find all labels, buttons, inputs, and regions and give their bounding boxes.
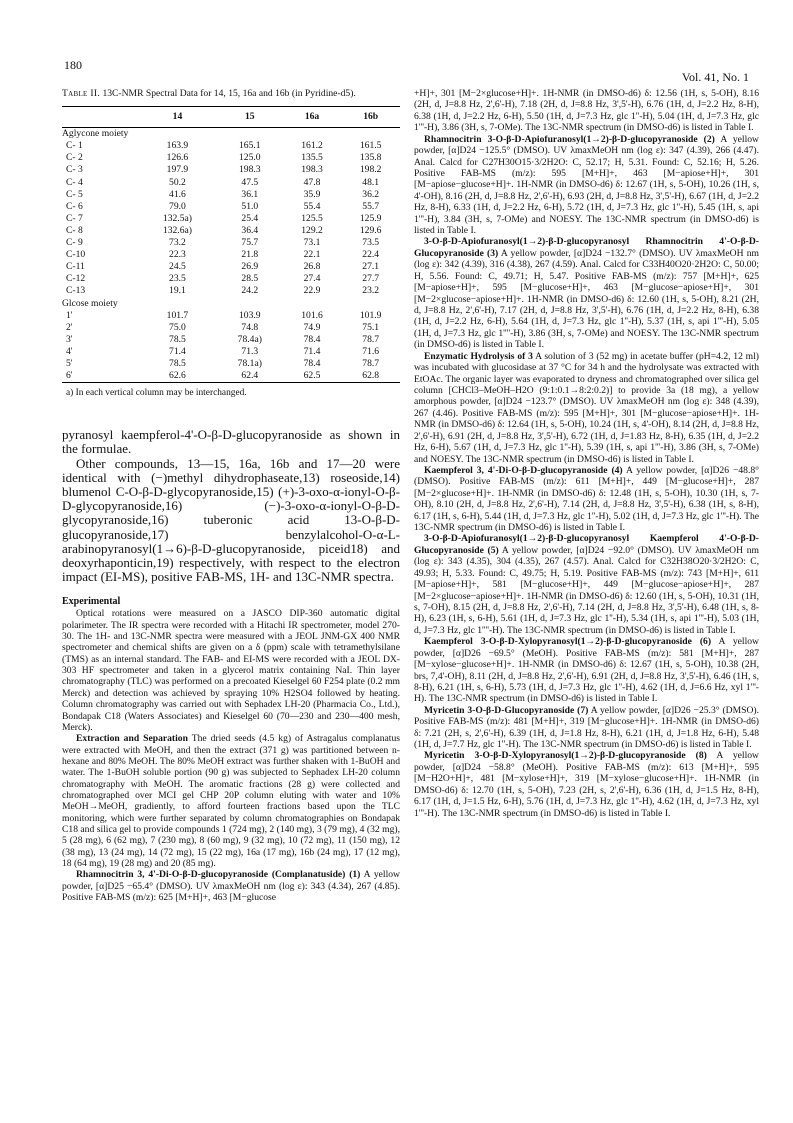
page-number: 180 bbox=[64, 58, 82, 72]
table-group-title: Aglycone moiety bbox=[62, 128, 129, 140]
table-cell: 129.2 bbox=[301, 224, 323, 236]
table-cell: 23.2 bbox=[362, 285, 380, 297]
table-row bbox=[62, 152, 400, 164]
table-cell: 78.7 bbox=[362, 333, 380, 345]
paragraph-heading: 3-O-β-D-Apiofuranosyl(1→2)-β-D-glucopyranosyl Rhamnocitrin 4'-O-β-D-Glucopyranoside (3) bbox=[414, 236, 759, 259]
body-paragraph bbox=[414, 705, 759, 751]
right-column bbox=[414, 88, 759, 819]
table-cell: 161.2 bbox=[301, 140, 323, 152]
table-cell: 24.5 bbox=[169, 261, 186, 273]
paragraph-heading: Rhamnocitrin 3-O-β-D-Apiofuranosyl(1→2)-β-D-glucopyranoside (2) bbox=[424, 133, 715, 145]
table-cell: 27.1 bbox=[362, 261, 380, 273]
paragraph-text: A solution of 3 (52 mg) in acetate buffer (pH=4.2, 12 ml) was incubated with glucosidase at 37 °C for 34 h and the hydrolysate was extracted with EtOAc. The organic layer was evaporated to dryness and chromatographed over silica gel column [CHCl3–MeOH–H2O (9:1:0.1→8:2:0.2)] to provide 3a (18 mg), a yellow amorphous powder, [α]D24 −123.7° (DMSO). UV λmaxMeOH nm (log ε): 348 (4.39), 267 (4.46). Positive FAB-MS (m/z): 595 [M+H]+, 301 [M−glucose−apiose+H]+. 1H-NMR (in DMSO-d6) δ: 12.64 (1H, s, 5-OH), 10.24 (1H, s, 4'-OH), 8.14 (2H, d, J=8.8 Hz, 2',6'-H), 6.91 (2H, d, J=8.8 Hz, 3',5'-H), 6.72 (1H, d, J=1.83 Hz, 8-H), 6.35 (1H, d, J=2.2 Hz, 6-H), 5.67 (1H, d, J=7.3 Hz, glc 1''-H), 5.39 (1H, s, api 1'''-H), 3.86 (3H, s, 7-OMe) and NOESY. The 13C-NMR spectrum (in DMSO-d6) is listed in Table I. bbox=[414, 350, 759, 465]
table-cell: 50.2 bbox=[169, 176, 186, 188]
table-row bbox=[62, 164, 400, 176]
body-paragraph: Optical rotations were measured on a JASCO DIP-360 automatic digital polarimeter. The IR spectra were recorded with a Hitachi IR spectrometer, model 270-30. The 1H- and 13C-NMR spectra were measured with a JEOL JNM-GX 400 NMR spectrometer and chemical shifts are given on a δ (ppm) scale with tetramethylsilane (TMS) as an internal standard. The FAB- and EI-MS were recorded with a JEOL DX-303 HF spectrometer and taken in a glycerol matrix containing NaI. Thin layer chromatography (TLC) was performed on a precoated Kieselgel 60 F254 plate (0.2 mm Merck) and detection was achieved by spraying 10% H2SO4 followed by heating. Column chromatography was carried out with Sephadex LH-20 (Pharmacia Co., Ltd.), Bondapak C18 (Waters Associates) and Kieselgel 60 (70—230 and 230—400 mesh, Merck). bbox=[62, 608, 400, 733]
table-cell: 78.4 bbox=[303, 357, 321, 369]
table-cell: 36.4 bbox=[241, 224, 259, 236]
table-cell: 103.9 bbox=[239, 309, 261, 321]
table-row-label: C-13 bbox=[66, 285, 86, 297]
table-header-row bbox=[62, 107, 400, 128]
discussion-text bbox=[62, 428, 400, 584]
nmr-table bbox=[62, 106, 400, 383]
table-cell: 47.5 bbox=[241, 176, 259, 188]
paragraph-heading: Kaempferol 3, 4'-Di-O-β-D-glucopyranoside (4) bbox=[424, 464, 623, 476]
table-cell: 198.3 bbox=[239, 164, 261, 176]
table-cell: 41.6 bbox=[169, 188, 186, 200]
table-cell: 74.8 bbox=[241, 321, 259, 333]
table-cell: 71.6 bbox=[362, 345, 380, 357]
table-header-cell: 16a bbox=[283, 107, 342, 128]
table-row-label: C-11 bbox=[66, 261, 85, 273]
table-cell: 23.5 bbox=[169, 273, 186, 285]
table-row-label: C- 8 bbox=[66, 224, 83, 236]
paragraph-heading: Kaempferol 3-O-β-D-Xylopyranosyl(1→2)-β-D-glucopyranoside (6) bbox=[424, 636, 712, 648]
table-cell: 27.4 bbox=[303, 273, 321, 285]
table-cell: 101.7 bbox=[166, 309, 189, 321]
table-row-label: C- 1 bbox=[66, 140, 83, 152]
table-row bbox=[62, 261, 400, 273]
table-row-label: C-12 bbox=[66, 273, 86, 285]
table-row-label: C- 6 bbox=[66, 200, 83, 212]
table-cell: 73.1 bbox=[303, 237, 321, 249]
table-cell: 21.8 bbox=[241, 249, 259, 261]
table-cell: 125.5 bbox=[301, 212, 323, 224]
table-footnote: a) In each vertical column may be interchanged. bbox=[66, 388, 247, 399]
paragraph-heading: Myricetin 3-O-β-D-Xylopyranosyl(1→2)-β-D-glucopyranoside (8) bbox=[424, 750, 707, 762]
table-row-label: C- 4 bbox=[66, 176, 83, 188]
table-cell: 36.2 bbox=[362, 188, 380, 200]
table-cell: 198.3 bbox=[301, 164, 323, 176]
body-paragraph bbox=[62, 733, 400, 869]
table-cell: 28.5 bbox=[241, 273, 259, 285]
table-row-label: 3' bbox=[66, 333, 73, 345]
table-row-label: 5' bbox=[66, 357, 73, 369]
table-row-label: C- 5 bbox=[66, 188, 83, 200]
section-heading: Experimental bbox=[62, 596, 121, 608]
paragraph-text: A yellow powder, [α]D24 −132.7° (DMSO). UV λmaxMeOH nm (log ε): 342 (4.39), 316 (4.38), 267 (4.59). Anal. Calcd for C33H40O20·2H2O: C, 50.00; H, 5.56. Found: C, 49.71; H, 5.47. Positive FAB-MS (m/z): 757 [M+H]+, 625 [M−apiose+H]+, 595 [M−glucose+H]+, 463 [M−glucose−apiose+H]+, 301 [M−2×glucose−apiose+H]+. 1H-NMR (in DMSO-d6) δ: 12.60 (1H, s, 5-OH), 8.21 (2H, d, J=8.8 Hz, 2',6'-H), 7.17 (2H, d, J=8.8 Hz, 3',5'-H), 6.76 (1H, d, J=2.2 Hz, 8-H), 6.38 (1H, d, J=2.2 Hz, 6-H), 5.64 (1H, d, J=7.3 Hz, glc 1''-H), 5.37 (1H, s, api 1'''-H), 5.05 (1H, d, J=7.3 Hz, glc 1''''-H), 3.86 (3H, s, 7-OMe) and NOESY. The 13C-NMR spectrum (in DMSO-d6) is listed in Table I. bbox=[414, 247, 759, 351]
table-cell: 22.3 bbox=[169, 249, 186, 261]
table-cell: 62.8 bbox=[341, 370, 400, 383]
paragraph-text: A yellow powder, [α]D26 −69.5° (MeOH). Positive FAB-MS (m/z): 581 [M+H]+, 287 [M−xylose−glucose+H]+. 1H-NMR (in DMSO-d6) δ: 12.67 (1H, s, 5-OH), 10.38 (2H, brs, 7,4'-OH), 8.11 (2H, d, J=8.8 Hz, 2',6'-H), 6.91 (2H, d, J=8.8 Hz, 3',5'-H), 6.46 (1H, s, 8-H), 6.21 (1H, s, 6-H), 5.73 (1H, d, J=7.3 Hz, glc 1''-H), 4.62 (1H, d, J=6.6 Hz, xyl 1'''-H). The 13C-NMR spectrum (in DMSO-d6) is listed in Table I. bbox=[414, 636, 759, 705]
table-body bbox=[62, 128, 400, 383]
left-column bbox=[62, 88, 400, 903]
table-row bbox=[62, 310, 400, 322]
table-row bbox=[62, 225, 400, 237]
table-cell: 78.5 bbox=[169, 357, 186, 369]
paragraph-heading: Enzymatic Hydrolysis of 3 bbox=[424, 350, 533, 362]
paragraph-text: A yellow powder, [α]D24 −92.0° (DMSO). UV λmaxMeOH nm (log ε): 343 (4.35), 304 (4.35), 267 (4.57). Anal. Calcd for C32H38O20·3/2H2O: C, 49.93; H, 5.33. Found: C, 49.75; H, 5.19. Positive FAB-MS (m/z): 743 [M+H]+, 611 [M−apiose+H]+, 581 [M−glucose+H]+, 449 [M−glucose−apiose+H]+, 287 [M−2×glucose−apiose+H]+. 1H-NMR (in DMSO-d6) δ: 12.60 (1H, s, 5-OH), 10.31 (1H, s, 7-OH), 8.15 (2H, d, J=8.8 Hz, 2',6'-H), 7.14 (2H, d, J=8.8 Hz, 3',5'-H), 6.48 (1H, s, 8-H), 6.23 (1H, s, 6-H), 5.61 (1H, d, J=7.3 Hz, glc 1''-H), 5.34 (1H, s, api 1'''-H), 5.03 (1H, d, J=7.3 Hz, glc 1''''-H). The 13C-NMR spectrum (in DMSO-d6) is listed in Table I. bbox=[414, 544, 759, 636]
table-cell: 48.1 bbox=[362, 176, 380, 188]
table-cell: 78.1a) bbox=[237, 357, 262, 369]
body-paragraph bbox=[414, 351, 759, 465]
paragraph-text: A yellow powder, [α]D26 −48.8° (DMSO). Positive FAB-MS (m/z): 611 [M+H]+, 449 [M−glucose+H]+, 287 [M−2×glucose+H]+. 1H-NMR (in DMSO-d6) δ: 12.48 (1H, s, 5-OH), 10.30 (1H, s, 7-OH), 8.10 (2H, d, J=8.8 Hz, 2',6'-H), 7.14 (2H, d, J=8.8 Hz, 3',5'-H), 6.38 (1H, s, 8-H), 6.17 (1H, s, 6-H), 5.44 (1H, d, J=7.3 Hz, glc 1''-H), 5.02 (1H, d, J=7.3 Hz, glc 1'''-H). The 13C-NMR spectrum (in DMSO-d6) is listed in Table I. bbox=[414, 464, 759, 534]
table-group-title: Glcose moiety bbox=[62, 297, 118, 309]
table-cell: 26.9 bbox=[241, 261, 259, 273]
table-cell: 22.9 bbox=[303, 285, 321, 297]
paragraph-text: A yellow powder, [α]D24 −58.8° (MeOH). Positive FAB-MS (m/z): 613 [M+H]+, 595 [M−H2O+H]+, 481 [M−xylose+H]+, 319 [M−xylose−glucose+H]+. 1H-NMR (in DMSO-d6) δ: 12.70 (1H, s, 5-OH), 7.23 (2H, s, 2',6'-H), 6.36 (1H, d, J=1.5 Hz, 8-H), 6.17 (1H, d, J=1.5 Hz, 6-H), 5.76 (1H, d, J=7.3 Hz, glc 1''-H), 4.62 (1H, d, J=7.3 Hz, xyl 1'''-H). The 13C-NMR spectrum (in DMSO-d6) is listed in Table I. bbox=[414, 750, 759, 819]
table-row-label: 1' bbox=[66, 309, 73, 321]
table-caption-text: 13C-NMR Spectral Data for 14, 15, 16a and 16b (in Pyridine-d5). bbox=[102, 88, 356, 99]
paragraph-text: A yellow powder, [α]D24 −125.5° (DMSO). UV λmaxMeOH nm (log ε): 347 (4.39), 266 (4.47). Anal. Calcd for C27H30O15·3/2H2O: C, 52.17; H, 5.31. Found: C, 52.16; H, 5.26. Positive FAB-MS (m/z): 595 [M+H]+, 463 [M−apiose+H]+, 301 [M−apiose−glucose+H]+. 1H-NMR (in DMSO-d6) δ: 12.67 (1H, s, 5-OH), 10.26 (1H, s, 4'-OH), 8.16 (2H, d, J=8.8 Hz, 2',6'-H), 6.93 (2H, d, J=8.8 Hz, 3',5'-H), 6.67 (1H, d, J=2.2 Hz, 8-H), 6.33 (1H, d, J=2.2 Hz, 6-H), 5.72 (1H, d, J=7.3 Hz, glc 1''-H), 5.45 (1H, s, api 1'''-H), 3.84 (3H, s, 7-OMe) and NOESY. The 13C-NMR spectrum (in DMSO-d6) is listed in Table I. bbox=[414, 133, 759, 237]
table-cell: 163.9 bbox=[166, 140, 189, 152]
experimental-text bbox=[62, 608, 400, 903]
table-row bbox=[62, 213, 400, 225]
table-cell: 79.0 bbox=[169, 200, 186, 212]
table-cell: 135.5 bbox=[301, 152, 323, 164]
table-cell: 62.5 bbox=[283, 370, 342, 383]
table-caption bbox=[62, 88, 400, 100]
table-cell: 73.2 bbox=[169, 237, 186, 249]
table-cell: 27.7 bbox=[362, 273, 380, 285]
paragraph-heading: Extraction and Separation bbox=[76, 733, 188, 745]
table-group-row bbox=[62, 298, 400, 310]
body-paragraph bbox=[414, 750, 759, 819]
table-cell: 62.6 bbox=[138, 370, 217, 383]
body-paragraph bbox=[62, 869, 400, 903]
table-row bbox=[62, 249, 400, 261]
table-row bbox=[62, 334, 400, 346]
body-paragraph: +H]+, 301 [M−2×glucose+H]+. 1H-NMR (in DMSO-d6) δ: 12.56 (1H, s, 5-OH), 8.16 (2H, d, J=8.8 Hz, 2',6'-H), 7.18 (2H, d, J=8.8 Hz, 3',5'-H), 6.76 (1H, d, J=2.2 Hz, 8-H), 6.38 (1H, d, J=2.2 Hz, 6-H), 5.50 (1H, d, J=7.3 Hz, glc 1''-H), 5.04 (1H, d, J=7.3 Hz, glc 1'''-H), 3.86 (3H, s, 7-OMe). The 13C-NMR spectrum (in DMSO-d6) is listed in Table I. bbox=[414, 88, 759, 134]
table-row bbox=[62, 201, 400, 213]
table-cell: 51.0 bbox=[241, 200, 259, 212]
table-cell: 132.5a) bbox=[162, 212, 192, 224]
table-cell: 75.0 bbox=[169, 321, 186, 333]
journal-volume: Vol. 41, No. 1 bbox=[681, 70, 749, 84]
table-cell: 35.9 bbox=[303, 188, 321, 200]
table-cell: 71.4 bbox=[303, 345, 321, 357]
table-caption-label: Table II. bbox=[62, 88, 101, 99]
table-cell: 101.9 bbox=[359, 309, 382, 321]
table-row-label: C- 9 bbox=[66, 237, 83, 249]
table-row bbox=[62, 237, 400, 249]
table-cell: 165.1 bbox=[239, 140, 261, 152]
table-cell: 74.9 bbox=[303, 321, 321, 333]
paragraph-text: The dried seeds (4.5 kg) of Astragalus complanatus were extracted with MeOH, and then the extract (371 g) was partitioned between n-hexane and 80% MeOH. The 80% MeOH extract was further shaken with 1-BuOH and water. The 1-BuOH soluble portion (90 g) was subjected to Sephadex LH-20 column chromatography with MeOH. The aromatic fractions (28 g) were collected and chromatographed over MCI gel CHP 20P column eluting with water and 10% MeOH→MeOH, gradiently, to afford fourteen fractions based upon the TLC monitoring, which were further separated by column chromatographies on Bondapak C18 and silica gel to provide compounds 1 (724 mg), 2 (140 mg), 3 (79 mg), 4 (32 mg), 5 (28 mg), 6 (62 mg), 7 (230 mg), 8 (60 mg), 9 (32 mg), 10 (72 mg), 11 (150 mg), 12 (38 mg), 13 (24 mg), 14 (72 mg), 15 (22 mg), 16a (17 mg), 16b (24 mg), 17 (12 mg), 18 (64 mg), 19 (28 mg) and 20 (85 mg). bbox=[62, 733, 400, 869]
table-header-cell: 14 bbox=[138, 107, 217, 128]
table-header-cell bbox=[62, 107, 138, 128]
table-cell: 62.4 bbox=[217, 370, 283, 383]
table-cell: 55.7 bbox=[362, 200, 380, 212]
table-cell: 73.5 bbox=[362, 237, 380, 249]
paragraph-text: A yellow powder, [α]D26 −25.3° (DMSO). Positive FAB-MS (m/z): 481 [M+H]+, 319 [M−glucose+H]+. 1H-NMR (in DMSO-d6) δ: 7.21 (2H, s, 2',6'-H), 6.39 (1H, d, J=1.8 Hz, 8-H), 6.21 (1H, d, J=1.8 Hz, 6-H), 5.48 (1H, d, J=7.7 Hz, glc 1''-H). The 13C-NMR spectrum (in DMSO-d6) is listed in Table I. bbox=[414, 704, 759, 751]
table-cell: 36.1 bbox=[241, 188, 259, 200]
body-paragraph bbox=[414, 236, 759, 350]
table-cell: 47.8 bbox=[303, 176, 321, 188]
table-row bbox=[62, 346, 400, 358]
body-paragraph bbox=[414, 134, 759, 237]
table-row bbox=[62, 370, 400, 383]
table-cell: 55.4 bbox=[303, 200, 321, 212]
table-row bbox=[62, 358, 400, 370]
paragraph-heading: Rhamnocitrin 3, 4'-Di-O-β-D-glucopyranoside (Complanatuside) (1) bbox=[76, 869, 361, 881]
table-header-cell: 15 bbox=[217, 107, 283, 128]
table-cell: 101.6 bbox=[301, 309, 323, 321]
paragraph-heading: 3-O-β-D-Apiofuranosyl(1→2)-β-D-glucopyranosyl Kaempferol 4'-O-β-D-Glucopyranoside (5) bbox=[414, 533, 759, 556]
table-cell: 197.9 bbox=[166, 164, 189, 176]
table-cell: 19.1 bbox=[169, 285, 186, 297]
body-paragraph: pyranosyl kaempferol-4'-O-β-D-glucopyranoside as shown in the formulae. bbox=[62, 427, 400, 457]
paragraph-text: A yellow powder, [α]D25 −65.4° (DMSO). UV λmaxMeOH nm (log ε): 343 (4.34), 267 (4.85). Positive FAB-MS (m/z): 625 [M+H]+, 463 [M−glucose bbox=[62, 869, 400, 903]
table-cell: 198.2 bbox=[359, 164, 382, 176]
paragraph-heading: Myricetin 3-O-β-D-Glucopyranoside (7) bbox=[424, 704, 589, 716]
table-cell: 78.5 bbox=[169, 333, 186, 345]
table-cell: 71.3 bbox=[241, 345, 259, 357]
body-paragraph bbox=[414, 465, 759, 534]
table-row-label: C- 7 bbox=[66, 212, 83, 224]
table-cell: 22.1 bbox=[303, 249, 321, 261]
table-cell: 24.2 bbox=[241, 285, 259, 297]
body-paragraph bbox=[414, 636, 759, 705]
table-cell: 161.5 bbox=[359, 140, 382, 152]
table-group-row bbox=[62, 128, 400, 141]
table-row bbox=[62, 273, 400, 285]
table-row bbox=[62, 322, 400, 334]
table-cell: 78.4a) bbox=[237, 333, 262, 345]
table-header-cell: 16b bbox=[341, 107, 400, 128]
table-cell: 78.7 bbox=[362, 357, 380, 369]
table-cell: 125.9 bbox=[359, 212, 382, 224]
table-row-label: 2' bbox=[66, 321, 73, 333]
table-cell: 135.8 bbox=[359, 152, 382, 164]
table-row-label: C- 2 bbox=[66, 152, 83, 164]
table-row bbox=[62, 285, 400, 297]
table-cell: 22.4 bbox=[362, 249, 380, 261]
table-cell: 25.4 bbox=[241, 212, 259, 224]
table-cell: 75.7 bbox=[241, 237, 259, 249]
table-row-label: 6' bbox=[62, 370, 138, 383]
table-cell: 71.4 bbox=[169, 345, 186, 357]
table-row-label: C-10 bbox=[66, 249, 86, 261]
table-cell: 78.4 bbox=[303, 333, 321, 345]
table-row bbox=[62, 189, 400, 201]
table-row-label: C- 3 bbox=[66, 164, 83, 176]
table-cell: 125.0 bbox=[239, 152, 261, 164]
body-paragraph bbox=[414, 533, 759, 636]
body-paragraph: Other compounds, 13—15, 16a, 16b and 17—20 were identical with (−)methyl dihydrophaseate,13) roseoside,14) blumenol C-O-β-D-glycopyranoside,15) (+)-3-oxo-α-ionyl-O-β-D-glycopyranoside,16) (−)-3-oxo-α-ionyl-O-β-D-glycopyranoside,16) tuberonic acid 13-O-β-D-glucopyranoside,17) benzylalcohol-O-α-L-arabinopyranosyl(1→6)-β-D-glucopyranoside, piceid18) and deoxyrhaponticin,19) respectively, with respect to the electron impact (EI-MS), positive FAB-MS, 1H- and 13C-NMR spectra. bbox=[62, 455, 400, 585]
table-cell: 26.8 bbox=[303, 261, 321, 273]
table-row-label: 4' bbox=[66, 345, 73, 357]
table-row bbox=[62, 177, 400, 189]
table-cell: 132.6a) bbox=[162, 224, 192, 236]
table-cell: 129.6 bbox=[359, 224, 382, 236]
table-cell: 75.1 bbox=[362, 321, 380, 333]
table-row bbox=[62, 140, 400, 152]
table-cell: 126.6 bbox=[166, 152, 189, 164]
